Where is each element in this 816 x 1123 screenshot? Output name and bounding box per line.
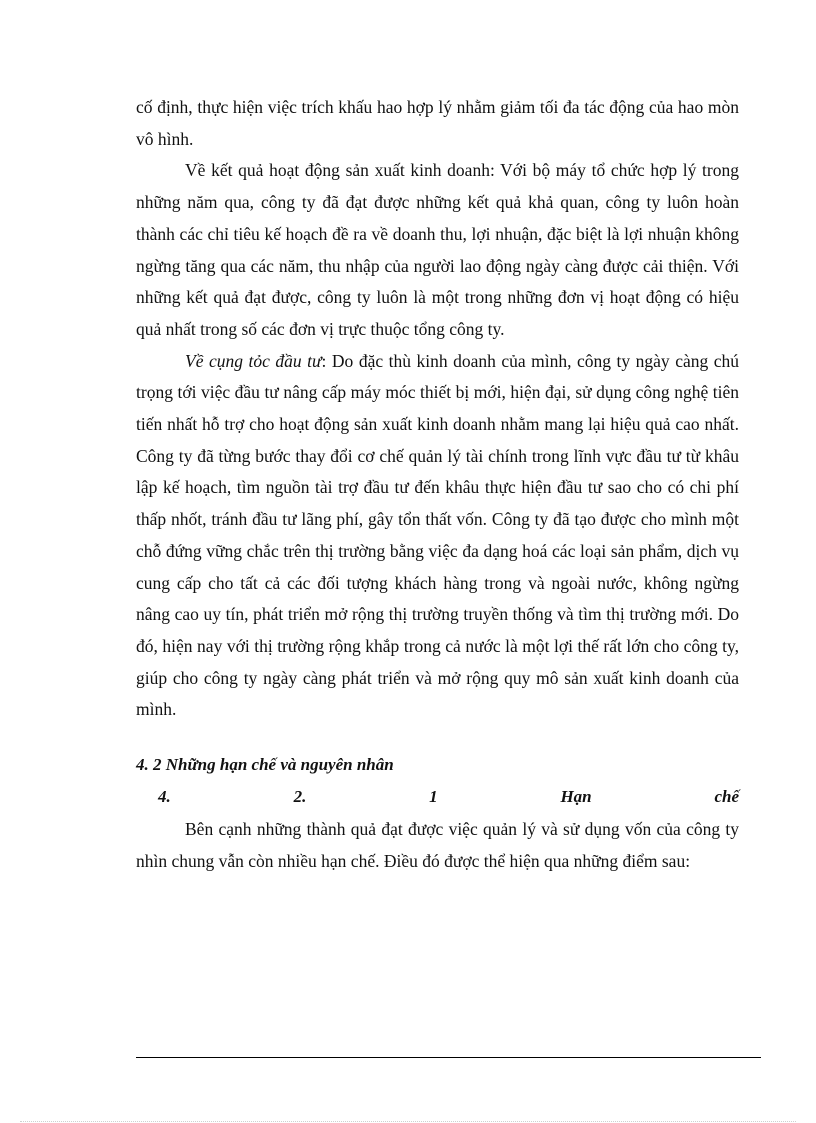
subheading-part-5: chế [714, 787, 739, 807]
page-edge-divider [20, 1121, 796, 1122]
subheading-part-2: 2. [293, 787, 307, 807]
section-heading: 4. 2 Những hạn chế và nguyên nhân [136, 755, 394, 775]
paragraph-investment [136, 346, 739, 726]
subheading-part-3: 1 [429, 787, 438, 807]
paragraph-limitations: Bên cạnh những thành quả đạt được việc quản lý và sử dụng vốn của công ty nhìn chung vẫn còn nhiều hạn chế. Điều đó được thể hiện qua những điểm sau: [136, 819, 739, 871]
subheading-part-4: Hạn [560, 787, 592, 807]
investment-lead-in: Về cụng tỏc đầu tư [185, 350, 322, 371]
subsection-heading [158, 780, 739, 814]
paragraph-business-results: Về kết quả hoạt động sản xuất kinh doanh: Với bộ máy tổ chức hợp lý trong những năm qua, công ty đã đạt được những kết quả khả quan, công ty luôn hoàn thành các chỉ tiêu kế hoạch đề ra về doanh thu, lợi nhuận, đặc biệt là lợi nhuận không ngừng tăng qua các năm, thu nhập của người lao động ngày càng được cải thiện. Với những kết quả đạt được, công ty luôn là một trong những đơn vị hoạt động có hiệu quả nhất trong số các đơn vị trực thuộc tổng công ty. [136, 160, 739, 339]
paragraph-fixed-assets: cố định, thực hiện việc trích khấu hao hợp lý nhằm giảm tối đa tác động của hao mòn vô hình. [136, 97, 739, 149]
investment-body: : Do đặc thù kinh doanh của mình, công ty ngày càng chú trọng tới việc đầu tư nâng cấp máy móc thiết bị mới, hiện đại, sử dụng công nghệ tiên tiến nhất hỗ trợ cho hoạt động sản xuất kinh doanh nhằm mang lại hiệu quả cao nhất. Công ty đã từng bước thay đổi cơ chế quản lý tài chính trong lĩnh vực đầu tư từ khâu lập kế hoạch, tìm nguồn tài trợ đầu tư đến khâu thực hiện đầu tư sao cho có chi phí thấp nhốt, tránh đầu tư lãng phí, gây tổn thất vốn. Công ty đã tạo được cho mình một chỗ đứng vững chắc trên thị trường bằng việc đa dạng hoá các loại sản phẩm, dịch vụ cung cấp cho tất cả các đối tượng khách hàng trong và ngoài nước, không ngừng nâng cao uy tín, phát triển mở rộng thị trường truyền thống và tìm thị trường mới. Do đó, hiện nay với thị trường rộng khắp trong cả nước là một lợi thế rất lớn cho công ty, giúp cho công ty ngày càng phát triển và mở rộng quy mô sản xuất kinh doanh của mình. [136, 350, 739, 720]
subheading-part-1: 4. [158, 787, 171, 807]
footer-divider [136, 1057, 761, 1058]
page-body [136, 92, 739, 877]
